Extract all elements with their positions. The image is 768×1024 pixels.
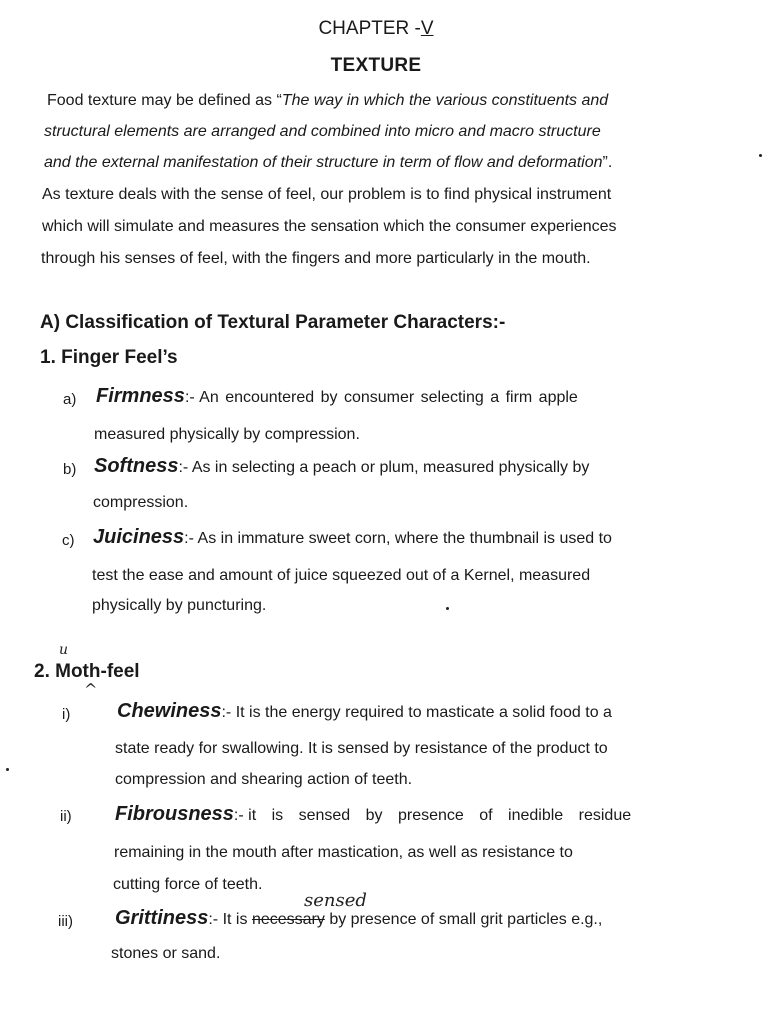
- list-item-continuation: remaining in the mouth after mastication, as well as resistance to: [114, 844, 573, 861]
- list-marker: b): [63, 461, 77, 478]
- scan-speck: [6, 768, 9, 771]
- term-grittiness: Grittiness: [115, 907, 209, 929]
- list-item-fibrousness: Fibrousness:- it is sensed by presence of inedible residue: [115, 803, 632, 825]
- intro-line-3: and the external manifestation of their structure in term of flow and deformation”.: [44, 154, 613, 171]
- intro-line-1: Food texture may be defined as “The way in which the various constituents and: [47, 92, 609, 109]
- list-item-continuation: compression.: [93, 494, 189, 511]
- list-marker: c): [62, 532, 75, 549]
- term-fibrousness: Fibrousness: [115, 803, 234, 825]
- struck-word: necessary: [251, 911, 325, 928]
- intro-line-5: which will simulate and measures the sensation which the consumer experiences: [42, 218, 617, 235]
- intro-line-4: As texture deals with the sense of feel, our problem is to find physical instrument: [42, 186, 612, 203]
- list-item-continuation: compression and shearing action of teeth.: [115, 771, 413, 788]
- list-item-firmness: Firmness:- An encountered by consumer selecting a firm apple: [96, 385, 578, 407]
- list-item-continuation: physically by puncturing.: [92, 597, 267, 614]
- scan-speck: [446, 607, 449, 610]
- list-item-juiciness: Juiciness:- As in immature sweet corn, where the thumbnail is used to: [93, 526, 612, 548]
- scan-speck: [759, 154, 762, 157]
- handwritten-insert-mark: u: [59, 642, 69, 658]
- chapter-numeral: V: [420, 18, 434, 39]
- page-title: TEXTURE: [330, 55, 422, 76]
- handwritten-caret: ^: [84, 680, 98, 699]
- list-item-chewiness: Chewiness:- It is the energy required to masticate a solid food to a: [117, 700, 612, 722]
- section-heading-classification: A) Classification of Textural Parameter Characters:-: [40, 312, 506, 333]
- list-item-continuation: stones or sand.: [111, 945, 221, 962]
- term-firmness: Firmness: [96, 385, 185, 407]
- list-item-continuation: measured physically by compression.: [94, 426, 360, 443]
- list-item-continuation: cutting force of teeth.: [113, 876, 263, 893]
- subheading-mouth-feel: 2. Moth-feel: [34, 661, 140, 682]
- list-marker: i): [62, 706, 71, 723]
- intro-line-2: structural elements are arranged and combined into micro and macro structure: [44, 123, 601, 140]
- term-softness: Softness: [94, 455, 179, 477]
- list-item-continuation: test the ease and amount of juice squeezed out of a Kernel, measured: [92, 567, 591, 584]
- term-juiciness: Juiciness: [93, 526, 185, 548]
- list-marker: a): [63, 391, 77, 408]
- list-item-softness: Softness:- As in selecting a peach or plum, measured physically by: [94, 455, 590, 477]
- list-marker: iii): [58, 913, 73, 930]
- list-item-continuation: state ready for swallowing. It is sensed by resistance of the product to: [115, 740, 608, 757]
- term-chewiness: Chewiness: [117, 700, 222, 722]
- chapter-heading: CHAPTER -V: [318, 18, 434, 39]
- list-item-grittiness: Grittiness:- It is necessary by presence of small grit particles e.g.,: [115, 907, 603, 929]
- subheading-finger-feel: 1. Finger Feel’s: [40, 347, 178, 368]
- intro-line-6: through his senses of feel, with the fingers and more particularly in the mouth.: [41, 250, 591, 267]
- handwritten-correction: sensed: [304, 890, 367, 911]
- list-marker: ii): [60, 808, 72, 825]
